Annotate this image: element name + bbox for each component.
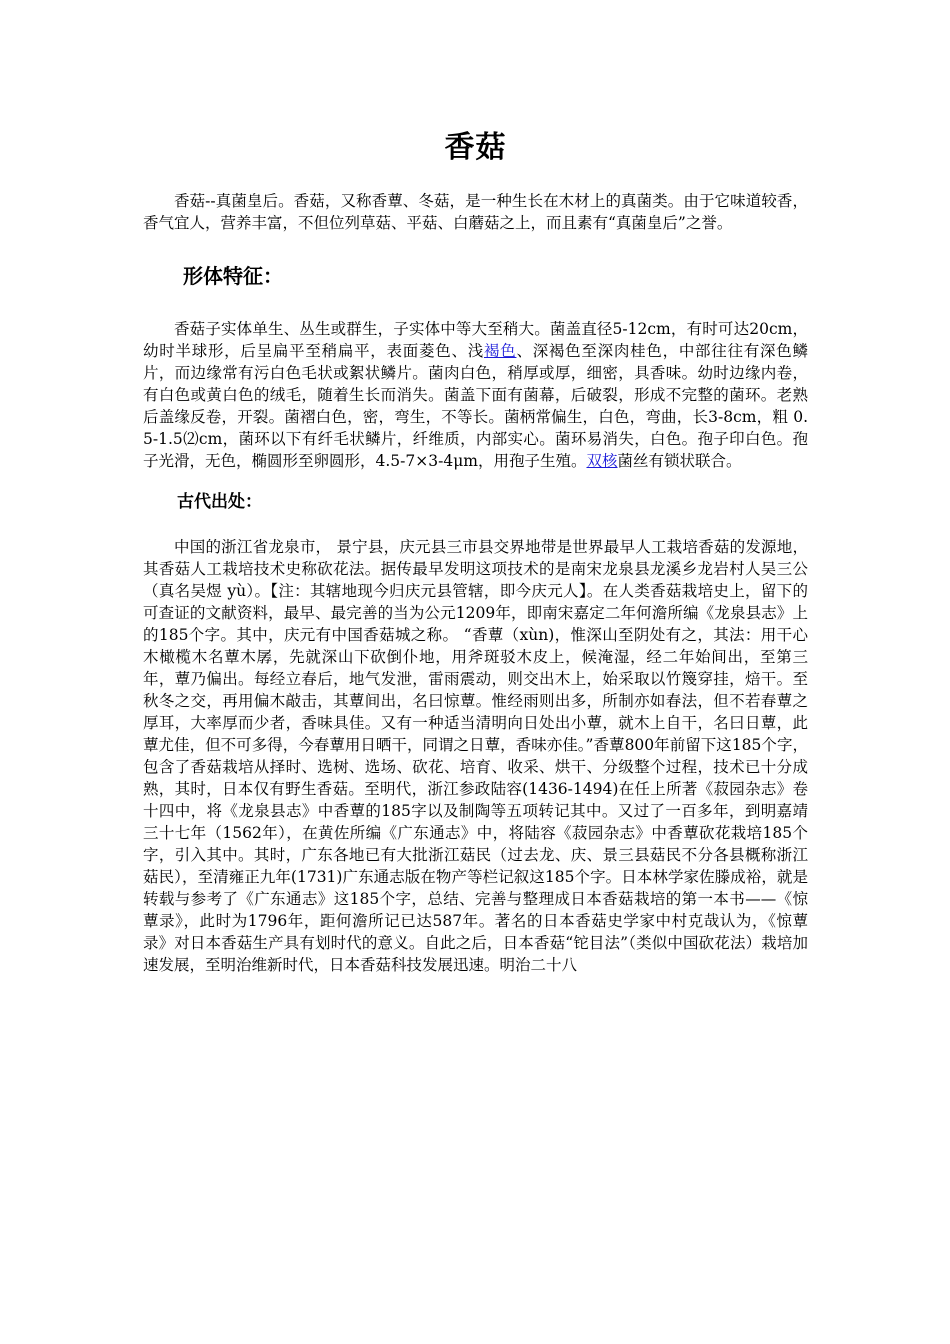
section-heading-ancient-origin: 古代出处： <box>177 492 262 512</box>
document-title: 香菇 <box>444 130 507 165</box>
history-paragraph: 中国的浙江省龙泉市， 景宁县，庆元县三市县交界地带是世界最早人工栽培香菇的发源地，其香菇人工栽培技术史称砍花法。据传最早发明这项技术的是南宋龙泉县龙溪乡龙岩村人吴三公（真名吴煜 yù）。【注：其辖地现今归庆元县管辖，即今庆元人】。在人类香菇栽培史上，留下的可查证的文献资料，最早、最完善的当为公元1209年，即南宋嘉定二年何澹所编《龙泉县志》上的185个字。其中，庆元有中国香菇城之称。 “香蕈（xùn)，惟深山至阴处有之，其法：用干心木橄榄木名蕈木孱，先就深山下砍倒仆地，用斧斑驳木皮上，候淹湿，经二年始间出，至第三年，蕈乃偏出。每经立春后，地气发泄，雷雨震动，则交出木上，始采取以竹篾穿挂，焙干。至秋冬之交，再用偏木敲击，其蕈间出，名曰惊蕈。惟经雨则出多，所制亦如春法，但不若春蕈之厚耳，大率厚而少者，香味具佳。又有一种适当清明向日处出小蕈，就木上自干，名曰日蕈，此蕈尤佳，但不可多得，今春蕈用日晒干，同谓之日蕈，香味亦佳。”香蕈800年前留下这185个字，包含了香菇栽培从择时、选树、选场、砍花、培育、收采、烘干、分级整个过程，技术已十分成熟，其时，日本仅有野生香菇。至明代，浙江参政陆容(1436-1494)在任上所著《菽园杂志》卷十四中，将《龙泉县志》中香蕈的185字以及制陶等五项转记其中。又过了一百多年，到明嘉靖三十七年（1562年），在黄佐所编《广东通志》中，将陆容《菽园杂志》中香蕈砍花栽培185个字，引入其中。其时，广东各地已有大批浙江菇民（过去龙、庆、景三县菇民不分各县概称浙江菇民），至清雍正九年(1731)广东通志版在物产等栏记叙这185个字。日本林学家佐滕成裕，就是转载与参考了《广东通志》这185个字，总结、完善与整理成日本香菇栽培的第一本书——《惊蕈录》，此时为1796年，距何澹所记已达587年。著名的日本香菇史学家中村克哉认为，《惊蕈录》对日本香菇生产具有划时代的意义。自此之后，日本香菇“铊目法”（类似中国砍花法）栽培加速发展，至明治维新时代，日本香菇科技发展迅速。明治二十八 <box>143 538 808 974</box>
morphology-text-part-2: 、深褐色至深肉桂色，中部往往有深色鳞片，而边缘常有污白色毛状或絮状鳞片。菌肉白色，稍厚或厚，细密，具香味。幼时边缘内卷，有白色或黄白色的绒毛，随着生长而消失。菌盖下面有菌幕，后破裂，形成不完整的菌环。老熟后盖缘反卷，开裂。菌褶白色，密，弯生，不等长。菌柄常偏生，白色，弯曲，长3-8cm，粗 0.5-1.5⑵cm，菌环以下有纤毛状鳞片，纤维质，内部实心。菌环易消失，白色。孢子印白色。孢子光滑，无色，椭圆形至卵圆形，4.5-7×3-4μm，用孢子生殖。 <box>143 342 808 470</box>
morphology-text-part-3: 菌丝有锁状联合。 <box>617 452 742 470</box>
morphology-text-part-1: 香菇子实体单生、丛生或群生，子实体中等大至稍大。菌盖直径5-12cm，有时可达20cm，幼时半球形，后呈扁平至稍扁平，表面菱色、浅 <box>143 320 808 360</box>
document-body <box>143 128 808 976</box>
intro-paragraph: 香菇--真菌皇后。香菇，又称香蕈、冬菇，是一种生长在木材上的真菌类。由于它味道较香， 香气宜人，营养丰富，不但位列草菇、平菇、白蘑菇之上，而且素有“真菌皇后”之誉。 <box>143 192 808 232</box>
link-brown-color[interactable]: 褐色 <box>483 342 517 360</box>
morphology-paragraph <box>143 318 808 472</box>
link-dikaryon[interactable]: 双核 <box>586 452 618 470</box>
section-heading-morphology: 形体特征： <box>183 264 283 288</box>
